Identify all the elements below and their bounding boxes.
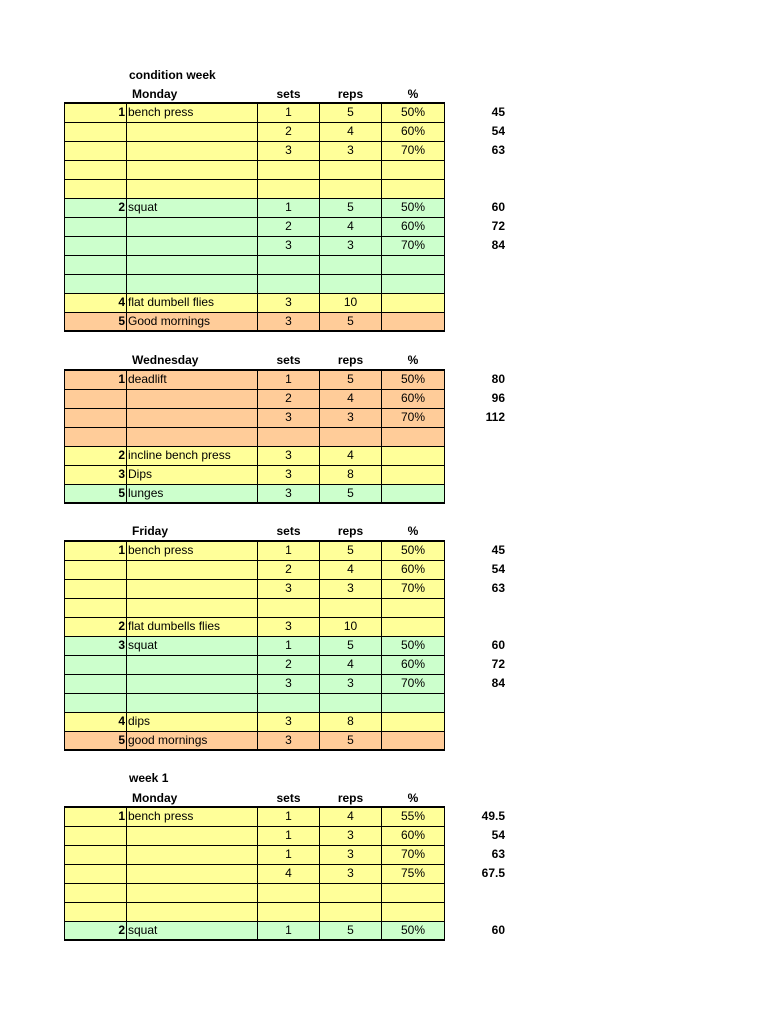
table-bottom-border <box>64 502 445 504</box>
cell-pct: 60% <box>381 389 445 409</box>
cell-reps: 5 <box>319 731 382 751</box>
column-header-reps: reps <box>337 353 364 367</box>
cell-name: Dips <box>126 465 258 485</box>
calculated-weight: 84 <box>491 238 505 252</box>
cell-name <box>126 655 258 675</box>
cell-pct <box>381 160 445 180</box>
cell-name: flat dumbells flies <box>126 617 258 637</box>
cell-name: bench press <box>126 807 258 827</box>
table-top-border <box>64 369 445 371</box>
cell-num: 1 <box>64 807 127 827</box>
cell-num <box>64 427 127 447</box>
cell-num <box>64 179 127 199</box>
cell-num: 2 <box>64 198 127 218</box>
cell-reps: 5 <box>319 198 382 218</box>
cell-pct: 50% <box>381 103 445 123</box>
cell-num: 3 <box>64 636 127 656</box>
cell-num <box>64 160 127 180</box>
cell-reps: 4 <box>319 655 382 675</box>
cell-sets <box>257 160 320 180</box>
calculated-weight: 45 <box>491 105 505 119</box>
cell-sets: 1 <box>257 636 320 656</box>
calculated-weight: 60 <box>491 923 505 937</box>
cell-sets: 3 <box>257 236 320 256</box>
cell-pct: 70% <box>381 579 445 599</box>
cell-name: bench press <box>126 103 258 123</box>
cell-pct <box>381 617 445 637</box>
calculated-weight: 45 <box>491 543 505 557</box>
table-top-border <box>64 806 445 808</box>
column-header-sets: sets <box>276 524 301 538</box>
cell-reps: 10 <box>319 293 382 313</box>
calculated-weight: 67.5 <box>481 866 505 880</box>
cell-name <box>126 560 258 580</box>
cell-name: squat <box>126 198 258 218</box>
cell-pct: 50% <box>381 921 445 941</box>
table-bottom-border <box>64 749 445 751</box>
cell-reps: 5 <box>319 103 382 123</box>
cell-reps <box>319 883 382 903</box>
column-header-sets: sets <box>276 87 301 101</box>
cell-num: 1 <box>64 541 127 561</box>
cell-sets: 1 <box>257 370 320 390</box>
cell-pct <box>381 465 445 485</box>
cell-pct <box>381 255 445 275</box>
calculated-weight: 112 <box>485 410 505 424</box>
cell-sets: 2 <box>257 217 320 237</box>
cell-pct: 50% <box>381 541 445 561</box>
column-header-sets: sets <box>276 791 301 805</box>
cell-reps <box>319 598 382 618</box>
cell-sets: 3 <box>257 579 320 599</box>
cell-reps <box>319 274 382 294</box>
section-subtitle: week 1 <box>129 771 169 785</box>
cell-name <box>126 902 258 922</box>
cell-sets: 1 <box>257 826 320 846</box>
cell-reps <box>319 427 382 447</box>
cell-name <box>126 864 258 884</box>
cell-name <box>126 826 258 846</box>
cell-sets <box>257 255 320 275</box>
cell-pct: 70% <box>381 408 445 428</box>
cell-num: 5 <box>64 312 127 332</box>
cell-reps <box>319 179 382 199</box>
cell-name <box>126 274 258 294</box>
cell-reps: 4 <box>319 217 382 237</box>
cell-sets <box>257 693 320 713</box>
cell-pct <box>381 484 445 504</box>
cell-pct <box>381 293 445 313</box>
cell-name <box>126 122 258 142</box>
cell-num <box>64 826 127 846</box>
table-bottom-border <box>64 330 445 332</box>
cell-num: 2 <box>64 446 127 466</box>
day-header: Monday <box>132 87 178 101</box>
calculated-weight: 54 <box>491 124 505 138</box>
cell-num: 5 <box>64 484 127 504</box>
cell-sets: 3 <box>257 712 320 732</box>
calculated-weight: 60 <box>491 200 505 214</box>
cell-pct: 55% <box>381 807 445 827</box>
cell-sets <box>257 179 320 199</box>
cell-name: flat dumbell flies <box>126 293 258 313</box>
cell-pct: 60% <box>381 655 445 675</box>
cell-num <box>64 674 127 694</box>
cell-name: lunges <box>126 484 258 504</box>
cell-name <box>126 693 258 713</box>
cell-sets: 3 <box>257 617 320 637</box>
cell-reps: 3 <box>319 236 382 256</box>
cell-sets: 3 <box>257 293 320 313</box>
cell-num <box>64 408 127 428</box>
cell-pct <box>381 883 445 903</box>
cell-name <box>126 674 258 694</box>
cell-sets: 3 <box>257 312 320 332</box>
cell-sets <box>257 274 320 294</box>
cell-pct <box>381 902 445 922</box>
cell-reps: 10 <box>319 617 382 637</box>
section-subtitle: condition week <box>129 68 216 82</box>
cell-reps: 4 <box>319 807 382 827</box>
cell-sets: 1 <box>257 921 320 941</box>
cell-name <box>126 883 258 903</box>
calculated-weight: 60 <box>491 638 505 652</box>
cell-reps: 3 <box>319 408 382 428</box>
cell-reps <box>319 255 382 275</box>
cell-num <box>64 864 127 884</box>
cell-name: good mornings <box>126 731 258 751</box>
day-header: Wednesday <box>132 353 199 367</box>
cell-name: squat <box>126 921 258 941</box>
column-header-reps: reps <box>337 524 364 538</box>
cell-reps: 5 <box>319 484 382 504</box>
cell-reps: 5 <box>319 541 382 561</box>
cell-reps: 3 <box>319 826 382 846</box>
cell-num <box>64 579 127 599</box>
cell-num <box>64 141 127 161</box>
cell-num: 1 <box>64 370 127 390</box>
cell-num <box>64 389 127 409</box>
column-header-reps: reps <box>337 791 364 805</box>
cell-pct: 75% <box>381 864 445 884</box>
cell-sets: 2 <box>257 389 320 409</box>
cell-sets: 2 <box>257 122 320 142</box>
day-header: Friday <box>132 524 169 538</box>
cell-reps: 8 <box>319 712 382 732</box>
cell-pct: 50% <box>381 198 445 218</box>
cell-sets: 3 <box>257 408 320 428</box>
cell-reps: 4 <box>319 122 382 142</box>
cell-num: 1 <box>64 103 127 123</box>
cell-pct <box>381 179 445 199</box>
cell-num <box>64 902 127 922</box>
cell-reps: 3 <box>319 845 382 865</box>
cell-num <box>64 122 127 142</box>
column-header-pct: % <box>407 524 419 538</box>
cell-sets: 4 <box>257 864 320 884</box>
cell-pct: 60% <box>381 826 445 846</box>
cell-pct: 60% <box>381 122 445 142</box>
calculated-weight: 72 <box>491 657 505 671</box>
cell-sets: 1 <box>257 807 320 827</box>
cell-sets: 3 <box>257 674 320 694</box>
cell-reps: 5 <box>319 370 382 390</box>
calculated-weight: 84 <box>491 676 505 690</box>
cell-pct: 70% <box>381 141 445 161</box>
cell-num <box>64 255 127 275</box>
cell-sets: 2 <box>257 560 320 580</box>
cell-name <box>126 217 258 237</box>
cell-sets: 3 <box>257 484 320 504</box>
cell-pct <box>381 427 445 447</box>
calculated-weight: 49.5 <box>481 809 505 823</box>
cell-name: squat <box>126 636 258 656</box>
cell-pct: 50% <box>381 370 445 390</box>
day-header: Monday <box>132 791 178 805</box>
cell-reps: 3 <box>319 141 382 161</box>
cell-reps: 3 <box>319 674 382 694</box>
cell-name: dips <box>126 712 258 732</box>
cell-name: bench press <box>126 541 258 561</box>
cell-sets: 1 <box>257 198 320 218</box>
cell-pct <box>381 731 445 751</box>
cell-pct: 70% <box>381 674 445 694</box>
column-header-sets: sets <box>276 353 301 367</box>
cell-reps <box>319 160 382 180</box>
cell-name: deadlift <box>126 370 258 390</box>
cell-num: 3 <box>64 465 127 485</box>
cell-reps: 5 <box>319 636 382 656</box>
cell-sets: 3 <box>257 446 320 466</box>
column-header-reps: reps <box>337 87 364 101</box>
cell-num: 5 <box>64 731 127 751</box>
cell-reps: 5 <box>319 921 382 941</box>
calculated-weight: 54 <box>491 828 505 842</box>
cell-sets: 3 <box>257 731 320 751</box>
cell-pct: 60% <box>381 560 445 580</box>
calculated-weight: 54 <box>491 562 505 576</box>
cell-num <box>64 693 127 713</box>
calculated-weight: 63 <box>491 581 505 595</box>
cell-name <box>126 160 258 180</box>
table-top-border <box>64 102 445 104</box>
calculated-weight: 80 <box>491 372 505 386</box>
cell-pct <box>381 598 445 618</box>
cell-name <box>126 236 258 256</box>
cell-num: 2 <box>64 921 127 941</box>
cell-reps: 3 <box>319 864 382 884</box>
table-bottom-border <box>64 939 445 941</box>
cell-reps: 5 <box>319 312 382 332</box>
cell-num <box>64 655 127 675</box>
cell-name: incline bench press <box>126 446 258 466</box>
cell-name <box>126 179 258 199</box>
cell-reps: 4 <box>319 560 382 580</box>
cell-sets: 1 <box>257 541 320 561</box>
cell-num <box>64 845 127 865</box>
cell-sets: 1 <box>257 103 320 123</box>
cell-name: Good mornings <box>126 312 258 332</box>
cell-name <box>126 598 258 618</box>
cell-num <box>64 883 127 903</box>
cell-sets: 1 <box>257 845 320 865</box>
cell-sets: 3 <box>257 141 320 161</box>
cell-num <box>64 236 127 256</box>
cell-name <box>126 579 258 599</box>
cell-pct <box>381 712 445 732</box>
cell-pct <box>381 274 445 294</box>
cell-num: 4 <box>64 293 127 313</box>
cell-name <box>126 389 258 409</box>
cell-reps <box>319 693 382 713</box>
cell-sets: 2 <box>257 655 320 675</box>
column-header-pct: % <box>407 353 419 367</box>
cell-pct <box>381 446 445 466</box>
cell-name <box>126 845 258 865</box>
cell-name <box>126 427 258 447</box>
cell-pct <box>381 693 445 713</box>
calculated-weight: 63 <box>491 143 505 157</box>
cell-num <box>64 598 127 618</box>
cell-sets <box>257 902 320 922</box>
calculated-weight: 72 <box>491 219 505 233</box>
cell-reps: 3 <box>319 579 382 599</box>
cell-num: 4 <box>64 712 127 732</box>
column-header-pct: % <box>407 87 419 101</box>
cell-pct: 70% <box>381 845 445 865</box>
cell-reps: 4 <box>319 389 382 409</box>
cell-num <box>64 274 127 294</box>
cell-pct <box>381 312 445 332</box>
cell-pct: 70% <box>381 236 445 256</box>
cell-name <box>126 408 258 428</box>
cell-name <box>126 141 258 161</box>
cell-pct: 60% <box>381 217 445 237</box>
cell-sets <box>257 883 320 903</box>
cell-reps: 8 <box>319 465 382 485</box>
cell-name <box>126 255 258 275</box>
calculated-weight: 63 <box>491 847 505 861</box>
column-header-pct: % <box>407 791 419 805</box>
cell-pct: 50% <box>381 636 445 656</box>
cell-num: 2 <box>64 617 127 637</box>
cell-reps: 4 <box>319 446 382 466</box>
cell-num <box>64 217 127 237</box>
calculated-weight: 96 <box>491 391 505 405</box>
cell-sets <box>257 598 320 618</box>
cell-sets: 3 <box>257 465 320 485</box>
cell-reps <box>319 902 382 922</box>
table-top-border <box>64 540 445 542</box>
cell-sets <box>257 427 320 447</box>
cell-num <box>64 560 127 580</box>
